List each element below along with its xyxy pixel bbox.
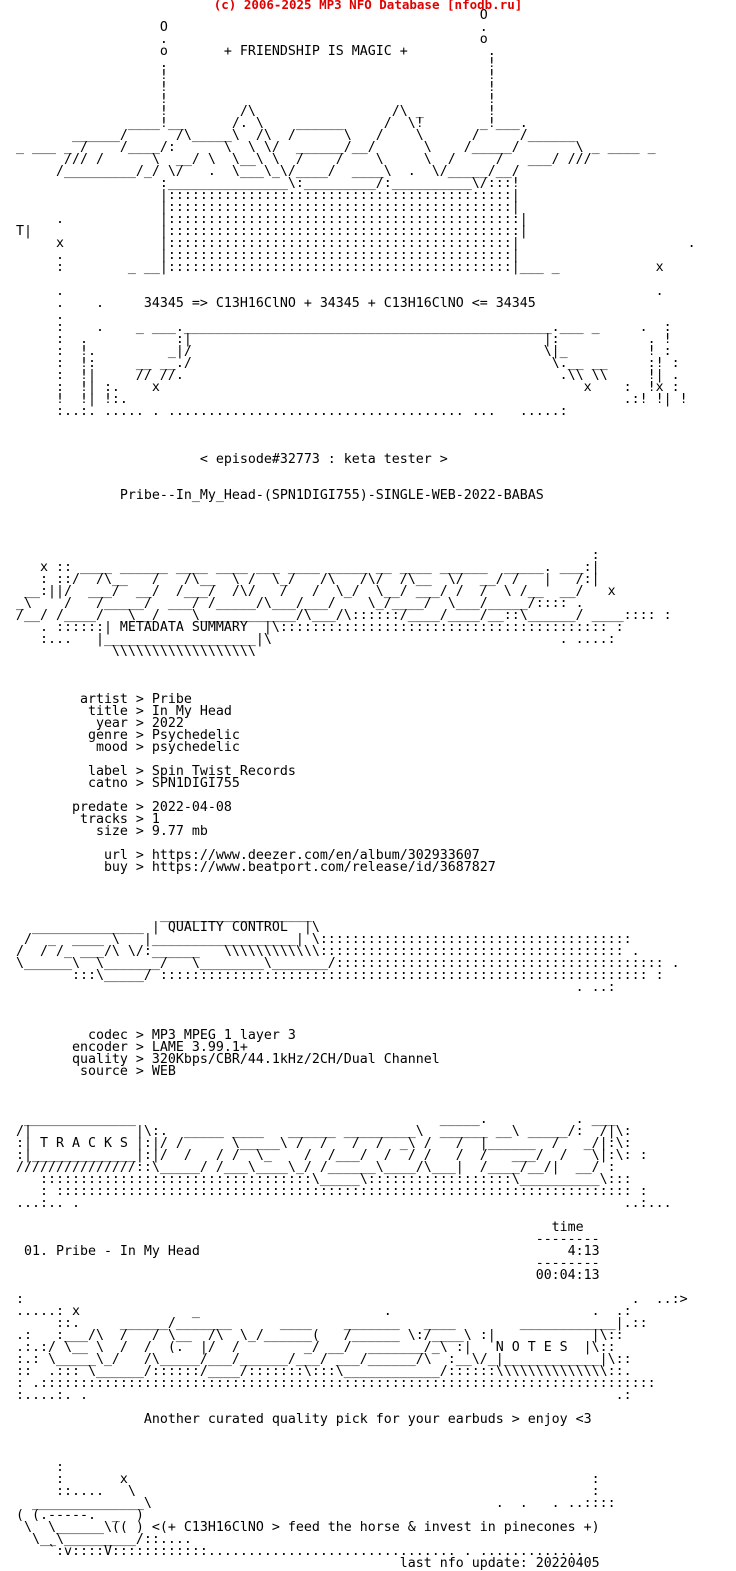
nfo-line: -------- [0, 1256, 600, 1271]
nfo-line: \ \______\(( ) <(+ C13H16ClNO > feed the horse & invest in pinecones +) [0, 1520, 600, 1535]
nfo-line: Another curated quality pick for your earbuds > enjoy <3 [0, 1412, 592, 1427]
nfo-line: 01. Pribe - In My Head 4:13 [0, 1244, 600, 1259]
nfo-line: / _ ____ \ |__________________| \::::::::::::::::::::::::::::::::::::::: [0, 932, 632, 947]
nfo-line: : [0, 1460, 64, 1475]
nfo-line: o + FRIENDSHIP IS MAGIC + . [0, 44, 496, 59]
nfo-line: : _ __|:::::::::::::::::::::::::::::::::::::::::::|___ _ x [0, 260, 664, 275]
nfo-line: label > Spin Twist Records [0, 764, 296, 779]
nfo-line: ! !| !:. .:! !| ! [0, 392, 688, 407]
nfo-line: encoder > LAME 3.99.1+ [0, 1040, 248, 1055]
nfo-line: \\\\\\\\\\\\\\\\\\ [0, 644, 256, 659]
nfo-line: time [0, 1220, 584, 1235]
nfo-line: : !: __ __./ \.__ __ :! : [0, 356, 680, 371]
nfo-line: ! ! [0, 80, 496, 95]
nfo-line: /| |\:. _____ ____ ______ _________\ ______ __\ _____/: /|\: [0, 1124, 632, 1139]
nfo-line: :... |___________________|\ . ....: [0, 632, 616, 647]
nfo-line: .: :___/\ / / \__ /\ \_/______( /______ \:/____\ :| |\:: [0, 1328, 624, 1343]
nfo-line: .....: x _ . . .: [0, 1304, 632, 1319]
nfo-line: ______________ _____. . ___ [0, 1112, 616, 1127]
nfo-line: year > 2022 [0, 716, 184, 731]
nfo-line: : !| // //. .\\ \\ !| . [0, 368, 680, 383]
nfo-line: /__/ /____/ \__/ \____________/\___/\::::::/____/____/__::\______/ ____:::: : [0, 608, 672, 623]
nfo-line: . |::::::::::::::::::::::::::::::::::::::::::::| [0, 212, 528, 227]
nfo-line: |:::::::::::::::::::::::::::::::::::::::::::| [0, 188, 520, 203]
nfo-line: -------- [0, 1232, 600, 1247]
nfo-line: 00:04:13 [0, 1268, 600, 1283]
nfo-line: \______\ \_______/ \________\_______/::::::::::::::::::::::::::::::::::::::::: . [0, 956, 680, 971]
nfo-line: \__\_________/::.... [0, 1532, 192, 1547]
nfo-line: /_________/_/ \/ . \___\_\/____/ ____\ . \/_____/__/ [0, 164, 520, 179]
nfo-line: x |:::::::::::::::::::::::::::::::::::::::::::| . [0, 236, 696, 251]
nfo-line: codec > MP3 MPEG 1 layer 3 [0, 1028, 296, 1043]
nfo-line: :....:. . .: [0, 1388, 632, 1403]
site-header: (c) 2006-2025 MP3 NFO Database [nfodb.ru] [213, 0, 523, 12]
nfo-line: . . 34345 => C13H16ClNO + 34345 + C13H16ClNO <= 34345 [0, 296, 536, 311]
nfo-line: x :: ____ ______ ____ ____ ___ ____ _____ __ ____ ______ _____. ___:| [0, 560, 600, 575]
nfo-line: ::.... \ : [0, 1484, 600, 1499]
nfo-line: __:||/ ___/ __/ /___/ /\/ / / \_/ \__/ ___/ / / \ /__ __/ x [0, 584, 616, 599]
nfo-line: ______________\ . . . ..:::: [0, 1496, 616, 1511]
nfo-line: :| T R A C K S |:|/ / \_____\ / / / / _\ / / |______ / _/|:\: [0, 1136, 632, 1151]
nfo-line: O . [0, 20, 488, 35]
nfo-line: : . ..:> [0, 1292, 688, 1307]
nfo-line: genre > Psychedelic [0, 728, 240, 743]
nfo-line: ...:.. . ..:... [0, 1196, 672, 1211]
nfo-line: ::. ______/_______ ____ _______ ____ ____________|.:: [0, 1316, 648, 1331]
nfo-line: . |:::::::::::::::::::::::::::::::::::::::::::| [0, 248, 520, 263]
nfo-line: ///////////////::\_____/ /___\____\_/ /______\____/\___| /____/__/| __/ : [0, 1160, 616, 1175]
nfo-line: . ..: [0, 980, 616, 995]
nfo-line: ! ! [0, 92, 496, 107]
nfo-line: Pribe--In_My_Head-(SPN1DIGI755)-SINGLE-WEB-2022-BABAS [0, 488, 544, 503]
nfo-line: ! ! [0, 68, 496, 83]
nfo-line: T| |::::::::::::::::::::::::::::::::::::::::::::| [0, 224, 528, 239]
nfo-line: : !. _|/ \|_ ! : [0, 344, 672, 359]
nfo-line: ::::::::::::::::::::::::::::::::::\_____\::::::::::::::::::\__________\::: [0, 1172, 632, 1187]
nfo-line: . . [0, 284, 664, 299]
nfo-line: tracks > 1 [0, 812, 160, 827]
nfo-line: : . _ ___.______________________________________________.___ _ . : [0, 320, 672, 335]
nfo-line: ______________ | QUALITY CONTROL |\ [0, 920, 320, 935]
nfo-line: : :::::::::::::::::::::::::::::::::::::::::::::::::::::::::::::::::::::::: : [0, 1184, 648, 1199]
nfo-line: . [0, 308, 64, 323]
nfo-line: ! /\ /\ _ ! [0, 104, 496, 119]
nfo-line: :_______________\:_________/:__________\/:::! [0, 176, 520, 191]
nfo-line: : [0, 548, 600, 563]
nfo-line: < episode#32773 : keta tester > [0, 452, 448, 467]
nfo-line: size > 9.77 mb [0, 824, 208, 839]
nfo-line: artist > Pribe [0, 692, 192, 707]
nfo-line: buy > https://www.beatport.com/release/id/3687827 [0, 860, 496, 875]
nfo-line: :: .::: \______/::::::/____/:::::::\:::\____________/::::::\\\\\\\\\\\\\\::. [0, 1364, 632, 1379]
nfo-line: : ::/ /\__ / /\__ \ / \_/ /\ /\/ /\__ \/ __/ / | /:| [0, 572, 600, 587]
nfo-line: : !| :. x x : !x : [0, 380, 680, 395]
nfo-line: ( (.-----. _ ) [0, 1508, 144, 1523]
nfo-line: :|_____________|:|/ / / / \_ / /___/ / / / / / ___/ / \|:\: : [0, 1148, 648, 1163]
nfo-line: url > https://www.deezer.com/en/album/302933607 [0, 848, 480, 863]
nfo-line: predate > 2022-04-08 [0, 800, 232, 815]
nfo-line: : .::::::::::::::::::::::::::::::::::::::::::::::::::::::::::::::::::::::::::::: [0, 1376, 656, 1391]
nfo-line: _\ / /_____/ ___/ /_____/\___/___/ \_/____/ \___/_____/:::: . [0, 596, 584, 611]
nfo-line: . ! [0, 56, 496, 71]
nfo-line: title > In My Head [0, 704, 232, 719]
nfo-text-body [0, 8, 736, 1571]
nfo-line: ____!__ /. \ ______ / \! _!___. [0, 116, 528, 131]
nfo-line: :.: \_____\_/ /\_____/___/______/___/ ___/______/\ :__\/_|____________|\:: [0, 1352, 632, 1367]
nfo-line: `:v::::V::::::::::::............................... . ............. [0, 1544, 584, 1559]
nfo-line: . o [0, 32, 488, 47]
nfo-line: . ::::::| METADATA SUMMARY |\::::::::::::::::::::::::::::::::::::::::: : [0, 620, 624, 635]
nfo-line: catno > SPN1DIGI755 [0, 776, 240, 791]
nfo-line: source > WEB [0, 1064, 176, 1079]
nfo-line: mood > psychedelic [0, 740, 240, 755]
nfo-line: _ ___ _ / /____/: \ \ \/ ______/__/ \ /_____/ \ _ ____ _ [0, 140, 656, 155]
nfo-line: / / /_ ___/\ \/:______ \\\\\\\\\\\\:::::::::::::::::::::::::::::::::::::: . [0, 944, 640, 959]
nfo-line: ___________________ [0, 908, 312, 923]
nfo-line: : x : [0, 1472, 600, 1487]
nfo-line: |:::::::::::::::::::::::::::::::::::::::::::| [0, 200, 520, 215]
nfo-line: ______/ /\_____\ /\ / \ / \ / /______ [0, 128, 576, 143]
nfo-line: : . :| |: . ! [0, 332, 672, 347]
nfo-line: quality > 320Kbps/CBR/44.1kHz/2CH/Dual Channel [0, 1052, 440, 1067]
nfo-line: O [0, 8, 488, 23]
nfo-line: /// / \ __/ \ \__\ \ / / \ \ / / ___/ /// [0, 152, 592, 167]
nfo-line: :..:. ..... . ..................................... ... .....: [0, 404, 568, 419]
nfo-line: last nfo update: 20220405 [0, 1556, 600, 1571]
nfo-line: .:.:/ \__ \ / / (. |/ / _/ __/ _______/_\ :| N O T E S |\:: [0, 1340, 616, 1355]
nfo-line: :::\_____/ ::::::::::::::::::::::::::::::::::::::::::::::::::::::::::::: : [0, 968, 664, 983]
